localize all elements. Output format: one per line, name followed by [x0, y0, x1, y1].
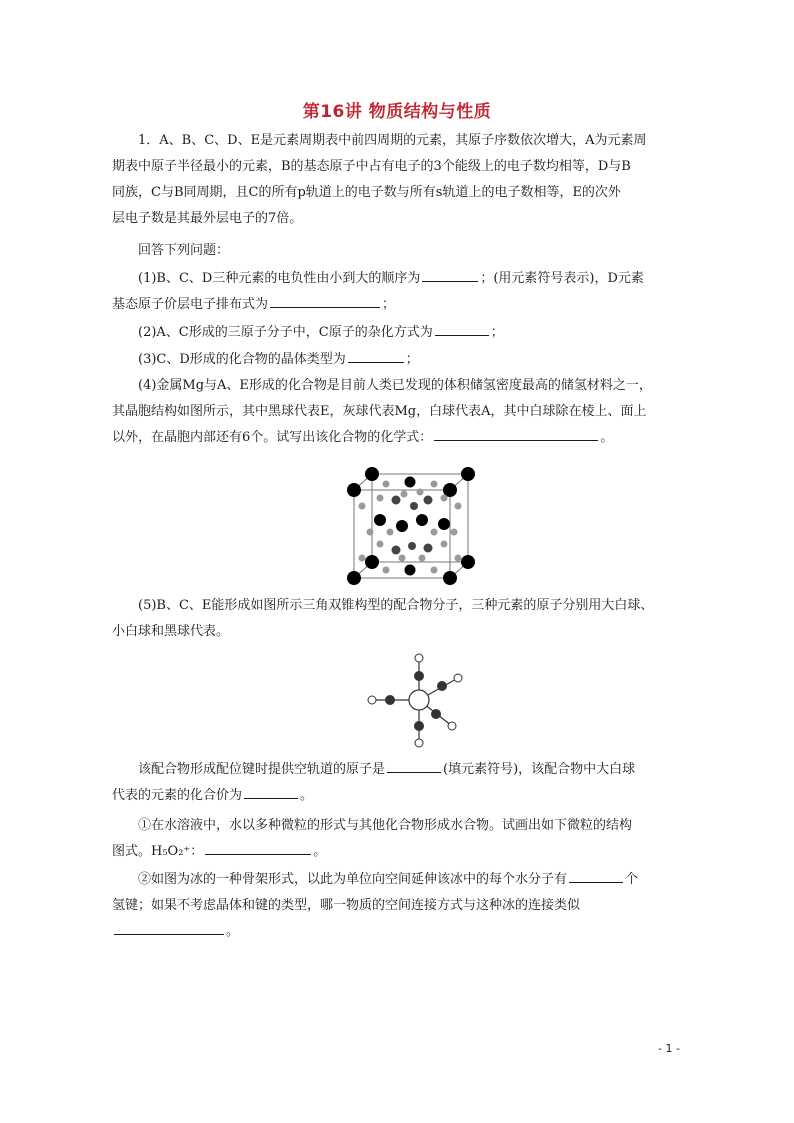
part-2 [112, 320, 684, 346]
text-line [112, 783, 684, 809]
text-span: ； [490, 325, 504, 340]
answer-blank[interactable] [205, 839, 311, 855]
answer-blank[interactable] [434, 425, 598, 441]
text-line: 回答下列问题： [138, 243, 230, 258]
text-line: (5)B、C、E能形成如图所示三角双锥构型的配合物分子，三种元素的原子分别用大白球、 [138, 598, 654, 613]
text-span: (3)C、D形成的化合物的晶体类型为 [138, 352, 346, 367]
text-span: 该配合物形成配位键时提供空轨道的原子是 [138, 762, 386, 777]
text-span: 基态原子价层电子排布式为 [112, 297, 269, 312]
text-line [112, 320, 684, 346]
text-line [112, 425, 684, 451]
answer-blank[interactable] [387, 757, 441, 773]
text-line: 其晶胞结构如图所示，其中黑球代表E，灰球代表Mg，白球代表A，其中白球除在棱上、面上 [112, 404, 647, 419]
answer-blank[interactable] [244, 783, 298, 799]
text-line: 1．A、B、C、D、E是元素周期表中前四周期的元素，其原子序数依次增大，A为元素周 [138, 133, 647, 148]
text-span: 。 [313, 844, 327, 859]
text-line [112, 347, 684, 373]
part-7 [112, 813, 684, 865]
text-span: ； [382, 297, 396, 312]
text-span: 代表的元素的化合价为 [112, 788, 243, 803]
text-span: 。 [226, 924, 240, 939]
page-number: - 1 - [658, 1042, 680, 1055]
text-line: 期表中原子半径最小的元素，B的基态原子中占有电子的3个能级上的电子数均相等，D与B [112, 159, 631, 174]
text-line: 同族，C与B同周期，且C的所有p轨道上的电子数与所有s轨道上的电子数相等，E的次外 [112, 185, 621, 200]
text-line [112, 292, 684, 318]
part-1 [112, 266, 684, 318]
part-4 [112, 373, 684, 451]
text-line: (4)金属Mg与A、E形成的化合物是目前人类已发现的体积储氢密度最高的储氢材料之一， [138, 378, 652, 393]
text-line: ①在水溶液中，水以多种微粒的形式与其他化合物形成水合物。试画出如下微粒的结构 [138, 818, 633, 833]
text-line [112, 839, 684, 865]
text-span: (1)B、C、D三种元素的电负性由小到大的顺序为 [138, 271, 421, 286]
answer-blank[interactable] [569, 867, 623, 883]
answer-blank[interactable] [270, 292, 380, 308]
answer-blank[interactable] [422, 266, 478, 282]
answer-prompt [112, 238, 684, 264]
page-title: 第16讲 物质结构与性质 [302, 102, 492, 122]
text-span: (2)A、C形成的三原子分子中，C原子的杂化方式为 [138, 325, 433, 340]
text-line [112, 266, 684, 292]
answer-blank[interactable] [348, 347, 404, 363]
text-line: 小白球和黑球代表。 [112, 624, 230, 639]
part-5 [112, 593, 684, 645]
text-line [112, 919, 684, 945]
text-span: 。 [600, 430, 614, 445]
crystal-unit-cell-figure [340, 462, 480, 587]
text-span: ②如图为冰的一种骨架形式，以此为单位向空间延伸该冰中的每个水分子有 [138, 872, 568, 887]
text-line: 氢键；如果不考虑晶体和键的类型，哪一物质的空间连接方式与这种冰的连接类似 [112, 898, 581, 913]
answer-blank[interactable] [114, 919, 224, 935]
part-6 [112, 757, 684, 809]
text-line [112, 757, 684, 783]
text-span: 。 [300, 788, 314, 803]
text-span: 以外，在晶胞内部还有6个。试写出该化合物的化学式： [112, 430, 433, 445]
part-3 [112, 347, 684, 373]
text-span: ；(用元素符号表示)，D元素 [480, 271, 644, 286]
answer-blank[interactable] [435, 320, 489, 336]
text-span: 个 [625, 872, 639, 887]
text-span: ； [405, 352, 419, 367]
trigonal-bipyramid-complex-figure [360, 648, 470, 753]
text-line: 层电子数是其最外层电子的7倍。 [112, 211, 303, 226]
text-span: (填元素符号)，该配合物中大白球 [443, 762, 636, 777]
question-1-intro [112, 128, 684, 232]
text-line [112, 867, 684, 893]
part-8 [112, 867, 684, 945]
text-span: 图式。H₅O₂⁺： [112, 844, 204, 859]
